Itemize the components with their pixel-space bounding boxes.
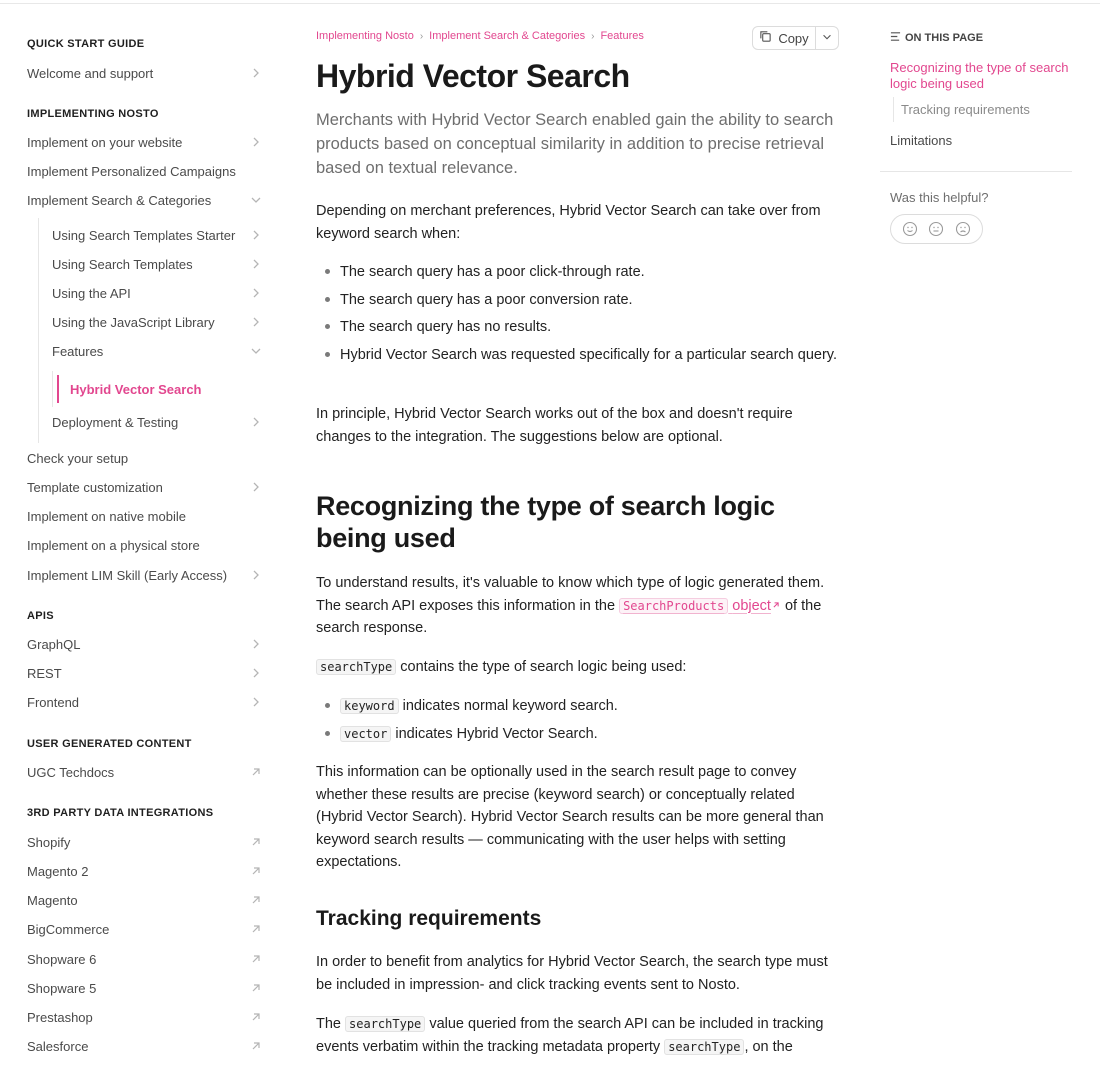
sidebar-item-search-templates[interactable] [52,252,263,276]
sidebar-item-shopify[interactable] [27,830,263,854]
sidebar-item-label: Shopware 5 [27,980,97,996]
breadcrumb-item[interactable]: Implementing Nosto [316,30,414,42]
sidebar-item-label: Implement on a physical store [27,537,200,553]
sidebar-item-magento2[interactable] [27,859,263,883]
copy-button-label: Copy [778,30,809,46]
sidebar-item-physical-store[interactable] [27,533,263,557]
list-item [340,696,840,717]
external-link-icon [249,1010,263,1024]
sidebar-item-label: Magento 2 [27,863,89,879]
external-link-icon [249,864,263,878]
bullet-dot [325,703,330,708]
sidebar-item-label: Implement on your website [27,134,183,150]
inline-code: SearchProducts [619,598,728,614]
intro-paragraph: Depending on merchant preferences, Hybrid Vector Search can take over from keyword search when: [316,203,821,242]
sidebar-item-ugc-techdocs[interactable] [27,760,263,784]
sidebar-item-js-library[interactable] [52,310,263,334]
text: , on the [744,1038,793,1055]
text: The [316,1016,341,1032]
understand-paragraph [316,572,840,640]
toc-heading-label: ON THIS PAGE [905,32,984,44]
inline-code: searchType [664,1039,744,1055]
breadcrumb-item[interactable]: Features [600,30,644,42]
nav-tree-line [52,371,53,407]
sidebar-item-label: Shopify [27,834,71,850]
chevron-right-icon [249,637,263,651]
searchproducts-object-link[interactable] [619,598,781,614]
copy-options-button[interactable] [816,27,838,49]
chevron-right-icon [249,228,263,242]
section-heading-apis: APIS [27,610,54,622]
text: indicates Hybrid Vector Search. [395,726,598,742]
sidebar-item-implement-personalized[interactable] [27,159,263,183]
breadcrumb [316,30,644,42]
searchtype-paragraph [316,656,840,679]
sidebar-item-native-mobile[interactable] [27,504,263,528]
sidebar-item-deployment-testing[interactable] [52,410,263,434]
list-item [340,724,840,745]
divider [880,171,1072,172]
sidebar-item-label: Prestashop [27,1009,93,1025]
sidebar-item-label: Implement Search & Categories [27,192,212,208]
sidebar-item-label: Magento [27,892,78,908]
chevron-right-icon [249,695,263,709]
sidebar-item-label: Implement on native mobile [27,508,186,524]
feedback-question: Was this helpful? [890,190,989,205]
sidebar-item-frontend[interactable] [27,690,263,714]
external-link-icon [249,765,263,779]
section-heading-3rd-party: 3RD PARTY DATA INTEGRATIONS [27,807,214,819]
sidebar-item-label: GraphQL [27,636,81,652]
sidebar-item-label: REST [27,665,62,681]
chevron-right-icon [249,415,263,429]
toc-tree-line [893,97,894,122]
sidebar-item-welcome[interactable] [27,61,263,85]
neutral-face-icon[interactable] [928,221,944,237]
toc-link-recognizing[interactable]: Recognizing the type of search logic being used [890,60,1069,91]
sidebar-item-label: Using Search Templates [52,256,193,272]
text: indicates normal keyword search. [402,698,618,714]
sidebar-item-template-customization[interactable] [27,475,263,499]
active-indicator [57,375,59,403]
sidebar-item-label: Template customization [27,479,163,495]
section-heading-ugc: USER GENERATED CONTENT [27,738,192,750]
sidebar-item-label: Features [52,343,104,359]
page-lead: Merchants with Hybrid Vector Search enabled gain the ability to search products based on conceptual similarity in addition to precise retrieval based on textual relevance. [316,111,834,177]
chevron-right-icon [249,286,263,300]
chevron-right-icon [249,135,263,149]
heading-recognizing: Recognizing the type of search logic being used [316,491,775,553]
sidebar-item-check-setup[interactable] [27,446,263,470]
heading-tracking: Tracking requirements [316,907,542,930]
bullet-dot [325,324,330,329]
chevron-right-icon: › [591,30,595,42]
list-item: The search query has a poor conversion rate. [340,292,633,308]
nav-tree-line [38,218,39,443]
external-link-icon [249,835,263,849]
chevron-down-icon [249,193,263,207]
inline-code: vector [340,726,391,742]
chevron-right-icon [249,315,263,329]
inline-code: keyword [340,698,399,714]
sidebar-item-implement-search[interactable] [27,188,263,212]
external-link-icon [771,600,781,610]
chevron-right-icon [249,568,263,582]
chevron-right-icon [249,666,263,680]
sidebar-item-lim-skill[interactable] [27,563,263,587]
sidebar-item-features[interactable] [52,339,263,363]
principle-paragraph: In principle, Hybrid Vector Search works out of the box and doesn't require changes to the integration. The suggestions below are optional. [316,406,793,445]
sidebar-nav [0,4,280,1065]
sidebar-item-magento[interactable] [27,888,263,912]
sidebar-item-hybrid-vector-search[interactable] [70,377,263,401]
bullet-dot [325,731,330,736]
toc-link-tracking[interactable]: Tracking requirements [901,102,1030,117]
section-heading-quick-start: QUICK START GUIDE [27,38,145,50]
toc-link-limitations[interactable]: Limitations [890,133,953,148]
text: To understand results, it's valuable to know which type of logic generated them. The search API exposes this information in the [316,575,825,614]
sidebar-item-label: Using the JavaScript Library [52,314,215,330]
page-title: Hybrid Vector Search [316,58,630,94]
sidebar-item-rest[interactable] [27,661,263,685]
chevron-down-icon [249,344,263,358]
sad-face-icon[interactable] [955,221,971,237]
sidebar-item-label: Frontend [27,694,80,710]
sidebar-item-label: BigCommerce [27,921,110,937]
bullet-dot [325,297,330,302]
chevron-right-icon [249,480,263,494]
sidebar-item-label: Using Search Templates Starter [52,227,236,243]
happy-face-icon[interactable] [902,221,918,237]
sidebar-item-label: Hybrid Vector Search [70,381,202,397]
sidebar-item-label: Implement Personalized Campaigns [27,163,236,179]
info-paragraph: This information can be optionally used in the search result page to convey whether these results are precise (keyword search) or conceptually related (Hybrid Vector Search). Hybrid Vector Search results can be more general than keyword search results — communicating with the user helps with setting expectations. [316,764,824,870]
external-link-icon [249,952,263,966]
sidebar-item-label: Salesforce [27,1038,89,1054]
last-paragraph [316,1013,840,1058]
bullet-dot [325,352,330,357]
sidebar-item-label: UGC Techdocs [27,764,115,780]
external-link-icon [249,981,263,995]
feedback-buttons [890,214,983,244]
inline-code: searchType [345,1016,425,1032]
external-link-icon [249,893,263,907]
text: contains the type of search logic being used: [400,659,687,675]
text: of the search response. [316,597,822,636]
sidebar-item-label: Using the API [52,285,131,301]
external-link-icon [249,1039,263,1053]
sidebar-item-label: Check your setup [27,450,129,466]
sidebar-item-label: Welcome and support [27,65,154,81]
sidebar-item-label: Shopware 6 [27,951,97,967]
toc-heading [890,31,983,45]
breadcrumb-item[interactable]: Implement Search & Categories [429,30,586,42]
inline-code: searchType [316,659,396,675]
chevron-right-icon: › [419,30,424,42]
bullet-dot [325,269,330,274]
link-text: object [732,597,771,614]
list-item: Hybrid Vector Search was requested specifically for a particular search query. [340,347,837,363]
copy-icon [759,30,772,46]
chevron-right-icon [249,66,263,80]
list-item: The search query has no results. [340,319,552,335]
sidebar-item-graphql[interactable] [27,632,263,656]
section-heading-implementing: IMPLEMENTING NOSTO [27,108,159,120]
list-item: The search query has a poor click-through rate. [340,264,645,280]
sidebar-item-using-api[interactable] [52,281,263,305]
sidebar-item-salesforce[interactable] [27,1034,263,1058]
sidebar-item-implement-website[interactable] [27,130,263,154]
sidebar-item-shopware5[interactable] [27,976,263,1000]
chevron-right-icon [249,257,263,271]
sidebar-item-label: Deployment & Testing [52,414,179,430]
copy-button[interactable] [753,27,816,49]
list-icon [890,31,901,45]
sidebar-item-bigcommerce[interactable] [27,917,263,941]
sidebar-item-label: Implement LIM Skill (Early Access) [27,567,228,583]
text: value queried from the search API can be included in tracking events verbatim within the tracking metadata property [316,1016,824,1055]
external-link-icon [249,922,263,936]
copy-page-control [752,26,839,50]
tracking-paragraph: In order to benefit from analytics for Hybrid Vector Search, the search type must be included in impression- and click tracking events sent to Nosto. [316,954,828,993]
sidebar-item-prestashop[interactable] [27,1005,263,1029]
sidebar-item-search-templates-starter[interactable] [52,223,263,247]
sidebar-item-shopware6[interactable] [27,947,263,971]
chevron-down-icon [821,31,833,46]
